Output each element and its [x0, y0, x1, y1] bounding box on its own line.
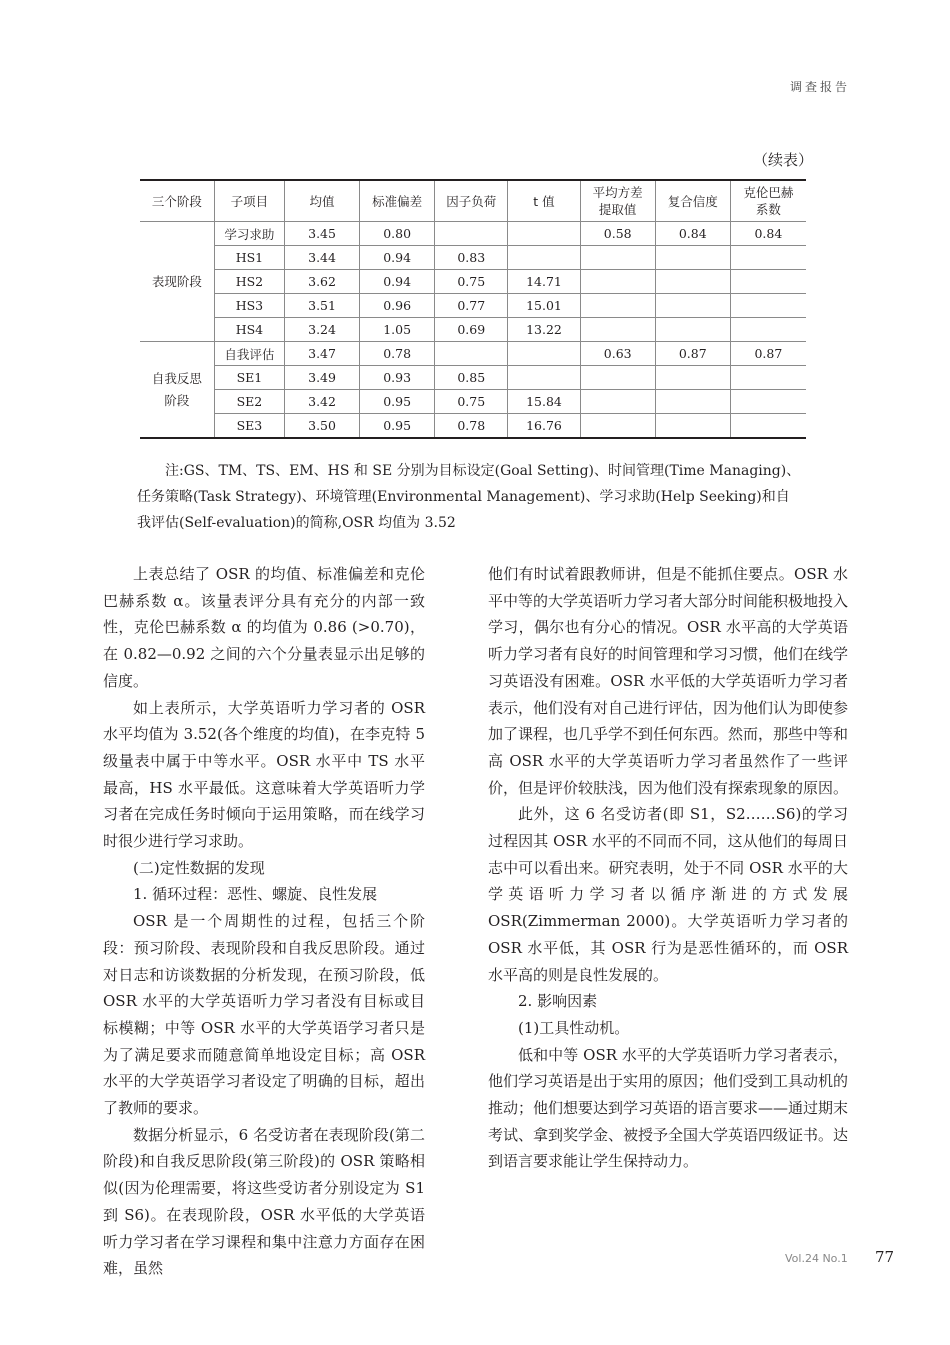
table-cell	[508, 222, 580, 246]
running-header: 调查报告	[790, 80, 851, 94]
table-cell: 3.47	[285, 342, 360, 366]
table-cell	[580, 414, 655, 439]
col-ave-l1: 平均方差	[592, 185, 643, 200]
table-cell: 0.84	[655, 222, 730, 246]
col-stage: 三个阶段	[140, 180, 214, 222]
table-row	[140, 390, 806, 414]
table-cell: 0.75	[435, 270, 508, 294]
table-cell: 0.95	[360, 414, 435, 439]
table-cell	[435, 342, 508, 366]
table-cell	[655, 246, 730, 270]
col-t: t 值	[508, 180, 580, 222]
table-cell	[730, 414, 806, 439]
table-cell: 15.84	[508, 390, 580, 414]
table-cell	[655, 318, 730, 342]
table-cell: HS1	[214, 246, 284, 270]
table-cell	[655, 390, 730, 414]
table-cell	[580, 246, 655, 270]
table-cell: 3.50	[285, 414, 360, 439]
table-cell	[655, 270, 730, 294]
paragraph: 此外，这 6 名受访者(即 S1，S2……S6)的学习过程因其 OSR 水平的不同而不同，这从他们的每周日志中可以看出来。研究表明，处于不同 OSR 水平的大学英语听力学习者以循序渐进的方式发展 OSR(Zimmerman 2000)。大学英语听力学习者的 OSR 水平低，其 OSR 行为是恶性循环的，而 OSR 水平高的则是良性发展的。	[488, 805, 848, 984]
section-heading: (二)定性数据的发现	[133, 858, 265, 877]
subsection-heading: (1)工具性动机。	[518, 1018, 630, 1037]
table-cell: 0.58	[580, 222, 655, 246]
table-cell	[580, 390, 655, 414]
col-subitem: 子项目	[214, 180, 284, 222]
table-row	[140, 222, 806, 246]
stage-cell: 自我反思 阶段	[140, 342, 214, 439]
stage-cell: 表现阶段	[140, 222, 214, 342]
table-cell	[730, 318, 806, 342]
table-cell: 3.42	[285, 390, 360, 414]
paragraph: 数据分析显示，6 名受访者在表现阶段(第二阶段)和自我反思阶段(第三阶段)的 OSR 策略相似(因为伦理需要，将这些受访者分别设定为 S1 到 S6)。在表现阶段，OSR 水平低的大学英语听力学习者在学习课程和集中注意力方面存在困难，虽然	[103, 1125, 425, 1278]
col-mean: 均值	[285, 180, 360, 222]
subsection-heading: 2. 影响因素	[518, 992, 598, 1011]
table-cell: 0.80	[360, 222, 435, 246]
col-alpha	[730, 180, 806, 222]
table-cell	[655, 294, 730, 318]
table-cell: 16.76	[508, 414, 580, 439]
table-cell	[508, 246, 580, 270]
table-cell: 0.96	[360, 294, 435, 318]
table-cell: 3.51	[285, 294, 360, 318]
col-loading: 因子负荷	[435, 180, 508, 222]
table-cell: 13.22	[508, 318, 580, 342]
table-cell: 3.44	[285, 246, 360, 270]
col-sd: 标准偏差	[360, 180, 435, 222]
table-cell: 0.94	[360, 270, 435, 294]
table-cell	[580, 294, 655, 318]
table-cell: 1.05	[360, 318, 435, 342]
table-cell: 15.01	[508, 294, 580, 318]
table-cell	[730, 294, 806, 318]
left-column	[103, 561, 425, 1282]
table-continued-label: （续表）	[753, 151, 814, 169]
table-cell	[730, 246, 806, 270]
table-cell: 0.93	[360, 366, 435, 390]
table-cell	[508, 366, 580, 390]
table-cell: HS3	[214, 294, 284, 318]
paragraph: 他们有时试着跟教师讲，但是不能抓住要点。OSR 水平中等的大学英语听力学习者大部分时间能积极地投入学习，偶尔也有分心的情况。OSR 水平高的大学英语听力学习者有良好的时间管理和学习习惯，他们在线学习英语没有困难。OSR 水平低的大学英语听力学习者表示，他们没有对自己进行评估，因为他们认为即使参加了课程，也几乎学不到任何东西。然而，那些中等和高 OSR 水平的大学英语听力学习者虽然作了一些评价，但是评价较肤浅，因为他们没有探索现象的原因。	[488, 565, 849, 797]
table-cell: SE2	[214, 390, 284, 414]
table-cell: 14.71	[508, 270, 580, 294]
table-cell: 自我评估	[214, 342, 284, 366]
journal-volume: Vol.24 No.1	[785, 1252, 848, 1265]
table-cell	[655, 366, 730, 390]
table-cell: 0.83	[435, 246, 508, 270]
table-cell: SE3	[214, 414, 284, 439]
col-cr: 复合信度	[655, 180, 730, 222]
paragraph: OSR 是一个周期性的过程，包括三个阶段：预习阶段、表现阶段和自我反思阶段。通过对日志和访谈数据的分析发现，在预习阶段，低 OSR 水平的大学英语听力学习者没有目标或目标模糊；中等 OSR 水平的大学英语学习者只是为了满足要求而随意简单地设定目标；高 OSR 水平的大学英语学习者设定了明确的目标，超出了教师的要求。	[103, 912, 425, 1118]
table-body	[140, 222, 806, 439]
table-cell	[655, 414, 730, 439]
table-row	[140, 318, 806, 342]
table-cell	[730, 390, 806, 414]
subsection-heading: 1. 循环过程：恶性、螺旋、良性发展	[133, 885, 378, 904]
table-row	[140, 342, 806, 366]
note-line: 我评估(Self-evaluation)的简称,OSR 均值为 3.52	[137, 515, 456, 531]
table-cell: 0.78	[435, 414, 508, 439]
table-row	[140, 270, 806, 294]
table-cell: SE1	[214, 366, 284, 390]
table-header	[140, 180, 806, 222]
table-cell: 0.85	[435, 366, 508, 390]
table-cell: 3.24	[285, 318, 360, 342]
table-cell: 学习求助	[214, 222, 284, 246]
paragraph: 如上表所示，大学英语听力学习者的 OSR 水平均值为 3.52(各个维度的均值)，在李克特 5 级量表中属于中等水平。OSR 水平中 TS 水平最高，HS 水平最低。这意味着大学英语听力学习者在完成任务时倾向于运用策略，而在线学习时很少进行学习求助。	[103, 698, 425, 851]
table-cell: 0.63	[580, 342, 655, 366]
table-cell: 0.77	[435, 294, 508, 318]
table-cell: 0.69	[435, 318, 508, 342]
table-cell: 0.87	[655, 342, 730, 366]
table-cell: 3.45	[285, 222, 360, 246]
col-ave	[580, 180, 655, 222]
table-cell	[730, 366, 806, 390]
table-cell: HS4	[214, 318, 284, 342]
table-row	[140, 366, 806, 390]
table-cell	[508, 342, 580, 366]
table-row	[140, 414, 806, 439]
table-cell: 0.95	[360, 390, 435, 414]
table-cell: 3.62	[285, 270, 360, 294]
table-cell: HS2	[214, 270, 284, 294]
table-cell: 0.75	[435, 390, 508, 414]
note-line: 注:GS、TM、TS、EM、HS 和 SE 分别为目标设定(Goal Setting)、时间管理(Time Managing)、	[165, 463, 801, 479]
table-cell: 3.49	[285, 366, 360, 390]
table-note	[137, 458, 817, 536]
table-cell	[580, 366, 655, 390]
note-line: 任务策略(Task Strategy)、环境管理(Environmental Management)、学习求助(Help Seeking)和自	[137, 489, 790, 505]
table-cell	[580, 270, 655, 294]
table-cell: 0.84	[730, 222, 806, 246]
page-number: 77	[875, 1248, 895, 1266]
table-cell	[730, 270, 806, 294]
paragraph: 低和中等 OSR 水平的大学英语听力学习者表示，他们学习英语是出于实用的原因；他们受到工具动机的推动；他们想要达到学习英语的语言要求——通过期末考试、拿到奖学金、被授予全国大学英语四级证书。达到语言要求能让学生保持动力。	[488, 1045, 849, 1171]
right-column	[488, 561, 848, 1175]
statistics-table	[140, 179, 806, 439]
table-row	[140, 246, 806, 270]
paragraph: 上表总结了 OSR 的均值、标准偏差和克伦巴赫系数 α。该量表评分具有充分的内部一致性，克伦巴赫系数 α 的均值为 0.86 (>0.70)，在 0.82—0.92 之间的六个分量表显示出足够的信度。	[103, 565, 425, 690]
table-row	[140, 294, 806, 318]
table-cell	[580, 318, 655, 342]
table-cell: 0.94	[360, 246, 435, 270]
col-alpha-l2: 系数	[755, 202, 781, 217]
col-alpha-l1: 克伦巴赫	[743, 185, 794, 200]
table-cell: 0.78	[360, 342, 435, 366]
table-cell: 0.87	[730, 342, 806, 366]
col-ave-l2: 提取值	[598, 202, 637, 217]
table-cell	[435, 222, 508, 246]
